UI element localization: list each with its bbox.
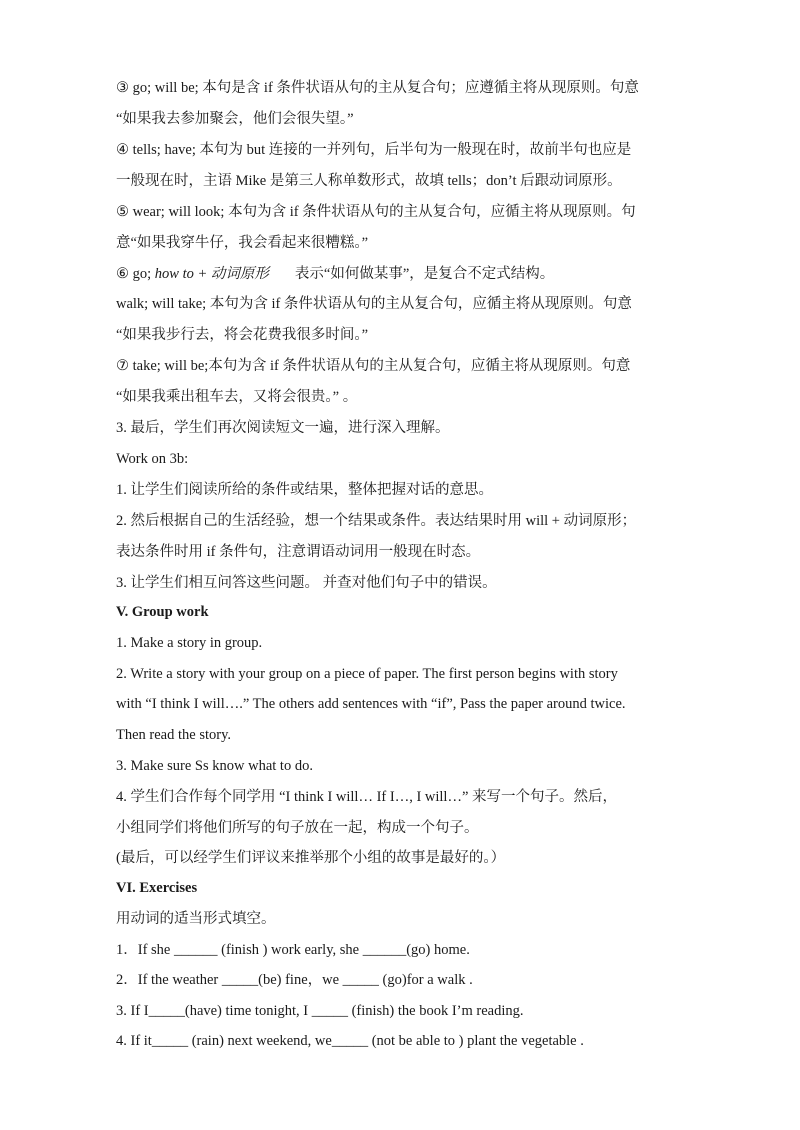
answer-7-line-1: ⑦ take; will be;本句为含 if 条件状语从句的主从复合句，应循主将从现原则。句意 [116, 358, 631, 374]
group-step-2-line-1: 2. Write a story with your group on a piece of paper. The first person begins with story [116, 666, 618, 682]
step-3-reread: 3. 最后，学生们再次阅读短文一遍，进行深入理解。 [116, 420, 450, 436]
answer-5-line-2: 意“如果我穿牛仔，我会看起来很糟糕。” [116, 235, 369, 251]
answer-4-line-1: ④ tells; have; 本句为 but 连接的一并列句，后半句为一般现在时，故前半句也应是 [116, 142, 632, 158]
3b-step-2-line-1: 2. 然后根据自己的生活经验，想一个结果或条件。表达结果时用 will + 动词原形； [116, 513, 637, 529]
group-step-3: 3. Make sure Ss know what to do. [116, 758, 313, 774]
3b-step-2-line-2: 表达条件时用 if 条件句，注意谓语动词用一般现在时态。 [116, 544, 481, 560]
exercise-item-1: 1．If she ______ (finish ) work early, she ______(go) home. [116, 942, 470, 958]
group-step-2-line-2: with “I think I will….” The others add sentences with “if”, Pass the paper around twice. [116, 696, 626, 712]
answer-5-line-1: ⑤ wear; will look; 本句为含 if 条件状语从句的主从复合句，应循主将从现原则。句 [116, 204, 636, 220]
answer-6-line-2: walk; will take; 本句为含 if 条件状语从句的主从复合句，应循主将从现原则。句意 [116, 296, 632, 312]
answer-7-line-2: “如果我乘出租车去，又将会很贵。” 。 [116, 389, 358, 405]
exercise-item-2: 2．If the weather _____(be) fine，we _____ (go)for a walk . [116, 972, 473, 988]
group-step-2-line-3: Then read the story. [116, 727, 232, 743]
group-step-4-line-2: 小组同学们将他们所写的句子放在一起，构成一个句子。 [116, 820, 479, 836]
3b-step-3: 3. 让学生们相互问答这些问题。 并查对他们句子中的错误。 [116, 575, 497, 591]
group-step-4-line-1: 4. 学生们合作每个同学用 “I think I will… If I…, I will…” 来写一个句子。然后， [116, 789, 618, 805]
section-v-heading: V. Group work [116, 604, 209, 620]
answer-6-explanation: 表示“如何做某事”，是复合不定式结构。 [294, 266, 555, 282]
exercise-instruction: 用动词的适当形式填空。 [116, 911, 276, 927]
answer-6-line-1 [116, 263, 686, 285]
answer-6-structure: how to + 动词原形 [154, 266, 269, 282]
exercise-item-3: 3. If I_____(have) time tonight, I _____ (finish) the book I’m reading. [116, 1003, 524, 1019]
exercise-item-4: 4. If it_____ (rain) next weekend, we_____ (not be able to ) plant the vegetable . [116, 1033, 584, 1049]
group-step-1: 1. Make a story in group. [116, 635, 263, 651]
section-vi-heading: VI. Exercises [116, 880, 198, 896]
answer-3-line-1: ③ go; will be; 本句是含 if 条件状语从句的主从复合句；应遵循主将从现原则。句意 [116, 80, 639, 96]
work-on-3b-heading: Work on 3b: [116, 451, 189, 467]
answer-4-line-2: 一般现在时，主语 Mike 是第三人称单数形式，故填 tells；don’t 后跟动词原形。 [116, 173, 622, 189]
answer-6-prefix: ⑥ go; [116, 266, 155, 282]
answer-3-line-2: “如果我去参加聚会，他们会很失望。” [116, 111, 354, 127]
3b-step-1: 1. 让学生们阅读所给的条件或结果，整体把握对话的意思。 [116, 482, 493, 498]
answer-6-line-3: “如果我步行去，将会花费我很多时间。” [116, 327, 369, 343]
group-step-4-note: (最后，可以经学生们评议来推举那个小组的故事是最好的。） [116, 850, 506, 866]
